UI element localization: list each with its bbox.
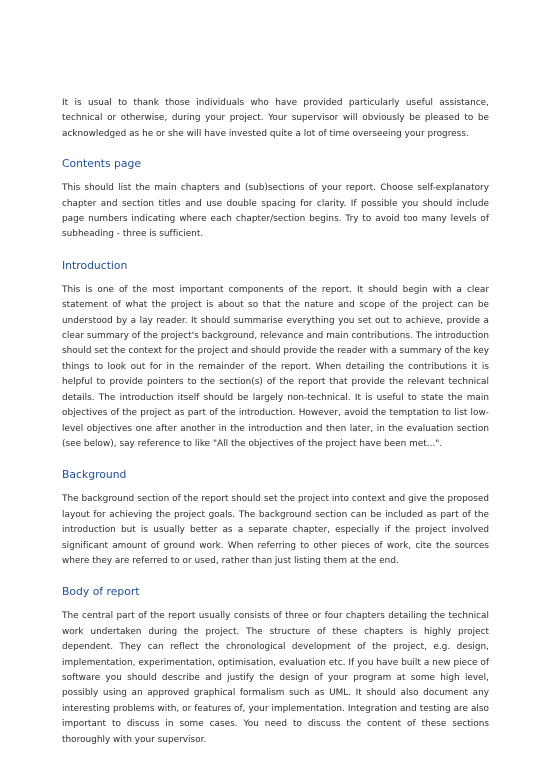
contents-page-heading: Contents page [62,157,141,171]
body-of-report-paragraph: The central part of the report usually consists of three or four chapters detailing the technical work undertaken during the project. The structure of these chapters is highly project dependent. They can reflect the chronological development of the project, e.g. design, implementation, experimentation, optimisation, evaluation etc. If you have built a new piece of software you should describe and justify the design of your program at some high level, possibly using an approved graphical formalism such as UML. It should also document any interesting problems with, or features of, your implementation. Integration and testing are also important to discuss in some cases. You need to discuss the content of these sections thoroughly with your supervisor. [62,611,489,745]
body-of-report-heading: Body of report [62,585,140,599]
background-heading: Background [62,468,127,482]
introduction-heading: Introduction [62,258,128,272]
introduction-paragraph: This is one of the most important components of the report. It should begin with a clear statement of what the project is about so that the nature and scope of the project can be understood by a lay reader. It should summarise everything you set out to achieve, provide a clear summary of the project's background, relevance and main contributions. The introduction should set the context for the project and should provide the reader with a summary of the key things to look out for in the remainder of the report. When detailing the contributions it is helpful to provide pointers to the section(s) of the report that provide the relevant technical details. The introduction itself should be largely non-technical. It is useful to state the main objectives of the project as part of the introduction. However, avoid the temptation to list low-level objectives one after another in the introduction and then later, in the evaluation section (see below), say reference to like "All the objectives of the project have been met...". [62,284,489,449]
contents-page-paragraph: This should list the main chapters and (sub)sections of your report. Choose self-explanatory chapter and section titles and use double spacing for clarity. If possible you should include page numbers indicating where each chapter/section begins. Try to avoid too many levels of subheading - three is sufficient. [62,183,489,240]
acknowledgements-paragraph: It is usual to thank those individuals who have provided particularly useful assistance, technical or otherwise, during your project. Your supervisor will obviously be pleased to be acknowledged as he or she will have invested quite a lot of time overseeing your progress. [62,98,489,139]
background-paragraph: The background section of the report should set the project into context and give the proposed layout for achieving the project goals. The background section can be included as part of the introduction but is usually better as a separate chapter, especially if the project involved significant amount of ground work. When referring to other pieces of work, cite the sources where they are referred to or used, rather than just listing them at the end. [62,494,489,566]
document-page [62,96,489,748]
